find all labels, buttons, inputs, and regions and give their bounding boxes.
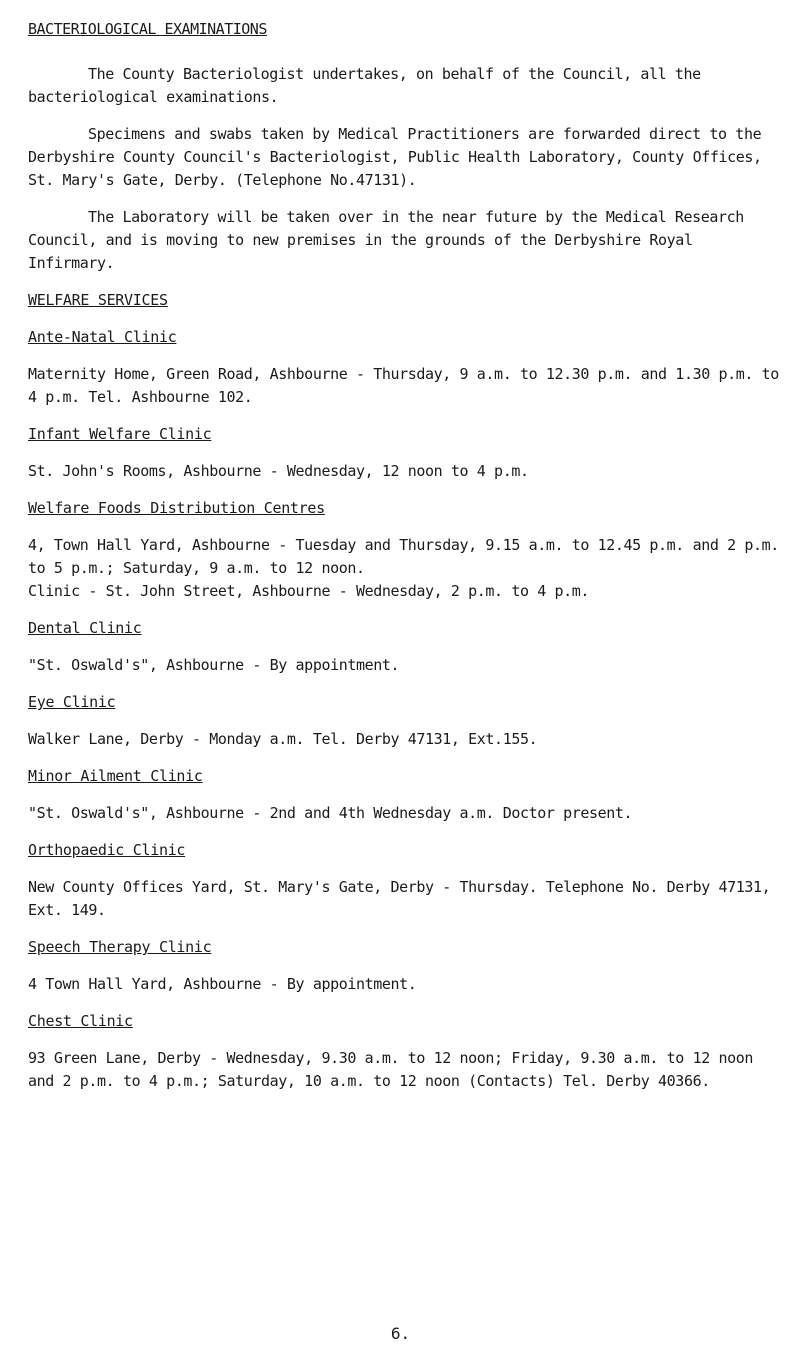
page-number: 6. <box>390 1324 411 1343</box>
specimens-paragraph: Specimens and swabs taken by Medical Practitioners are forwarded direct to the Derbyshire County Council's Bacteriologist, Public Health Laboratory, County Offices, St. Mary's Gate, Derby. (Telephone No.47131). <box>28 125 762 189</box>
section-text-welfare-foods-1: 4, Town Hall Yard, Ashbourne - Tuesday and Thursday, 9.15 a.m. to 12.45 p.m. and 2 p.m. to 5 p.m.; Saturday, 9 a.m. to 12 noon. <box>28 536 779 577</box>
section-title-dental: Dental Clinic <box>28 619 142 637</box>
section-title-orthopaedic: Orthopaedic Clinic <box>28 841 186 859</box>
section-text-dental: "St. Oswald's", Ashbourne - By appointment. <box>28 656 400 674</box>
welfare-services-heading: WELFARE SERVICES <box>28 291 168 309</box>
section-text-chest: 93 Green Lane, Derby - Wednesday, 9.30 a.m. to 12 noon; Friday, 9.30 a.m. to 12 noon and 2 p.m. to 4 p.m.; Saturday, 10 a.m. to 12 noon (Contacts) Tel. Derby 40366. <box>28 1049 753 1090</box>
section-title-chest: Chest Clinic <box>28 1012 133 1030</box>
section-title-welfare-foods: Welfare Foods Distribution Centres <box>28 499 325 517</box>
section-title-speech-therapy: Speech Therapy Clinic <box>28 938 212 956</box>
section-text-orthopaedic: New County Offices Yard, St. Mary's Gate, Derby - Thursday. Telephone No. Derby 47131, Ext. 149. <box>28 878 771 919</box>
section-text-minor-ailment: "St. Oswald's", Ashbourne - 2nd and 4th Wednesday a.m. Doctor present. <box>28 804 633 822</box>
section-text-eye: Walker Lane, Derby - Monday a.m. Tel. Derby 47131, Ext.155. <box>28 730 538 748</box>
section-title-ante-natal: Ante-Natal Clinic <box>28 328 177 346</box>
section-title-minor-ailment: Minor Ailment Clinic <box>28 767 203 785</box>
section-text-infant-welfare: St. John's Rooms, Ashbourne - Wednesday, 12 noon to 4 p.m. <box>28 462 529 480</box>
section-text-speech-therapy: 4 Town Hall Yard, Ashbourne - By appointment. <box>28 975 417 993</box>
intro-paragraph: The County Bacteriologist undertakes, on behalf of the Council, all the bacteriological examinations. <box>28 65 701 106</box>
section-title-eye: Eye Clinic <box>28 693 116 711</box>
section-title-infant-welfare: Infant Welfare Clinic <box>28 425 212 443</box>
laboratory-paragraph: The Laboratory will be taken over in the near future by the Medical Research Council, and is moving to new premises in the grounds of the Derbyshire Royal Infirmary. <box>28 208 744 272</box>
section-text-ante-natal: Maternity Home, Green Road, Ashbourne - Thursday, 9 a.m. to 12.30 p.m. and 1.30 p.m. to 4 p.m. Tel. Ashbourne 102. <box>28 365 779 406</box>
document-page <box>28 18 783 1107</box>
section-text-welfare-foods-2: Clinic - St. John Street, Ashbourne - Wednesday, 2 p.m. to 4 p.m. <box>28 582 589 600</box>
page-title: BACTERIOLOGICAL EXAMINATIONS <box>28 20 267 38</box>
